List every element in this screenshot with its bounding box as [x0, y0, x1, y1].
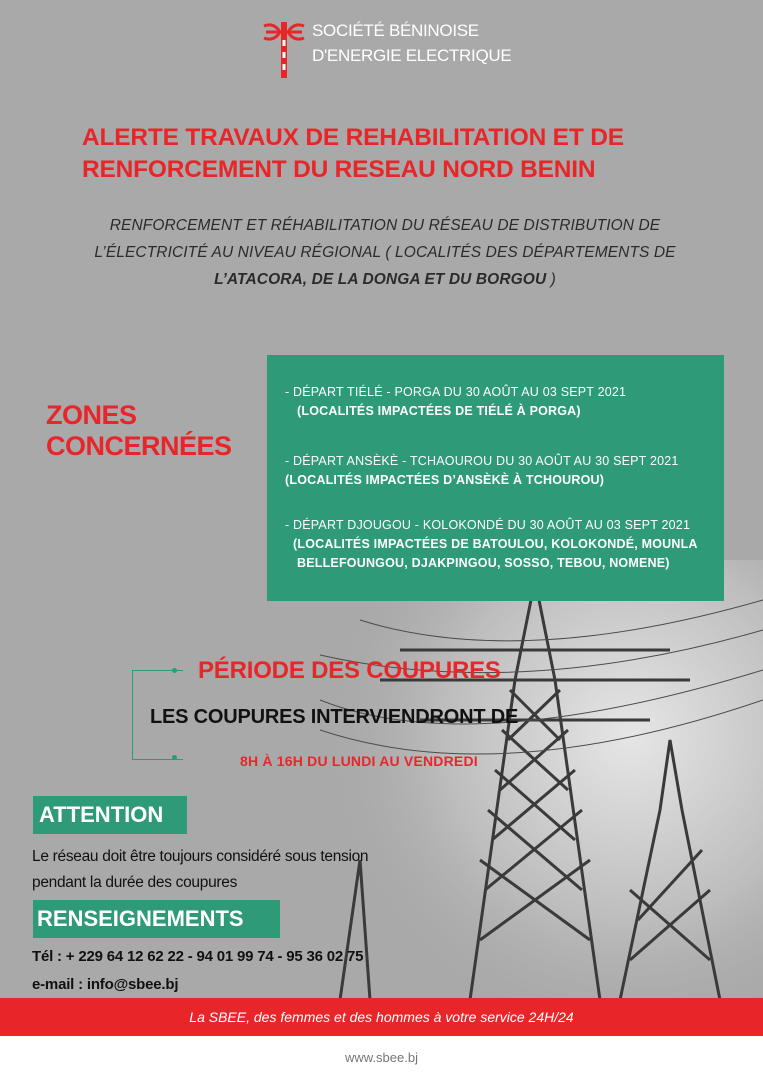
contact-info — [32, 943, 363, 999]
attention-line1: Le réseau doit être toujours considéré sous tension — [32, 848, 369, 865]
subtitle-close: ) — [546, 271, 556, 288]
subtitle-line3 — [60, 266, 710, 293]
departure-main: - DÉPART TIÉLÉ - PORGA DU 30 AOÛT AU 03 SEPT 2021 — [285, 385, 627, 399]
periode-line: LES COUPURES INTERVIENDRONT DE — [150, 706, 519, 728]
periode-hours: 8H À 16H DU LUNDI AU VENDREDI — [240, 753, 478, 769]
zones-line2: CONCERNÉES — [46, 431, 232, 461]
departure-localities-cont: BELLEFOUNGOU, DJAKPINGOU, SOSSO, TEBOU, NOMENE) — [297, 556, 670, 570]
subtitle-line2: L’ÉLECTRICITÉ AU NIVEAU RÉGIONAL ( LOCALITÉS DES DÉPARTEMENTS DE — [94, 244, 676, 261]
phone-numbers: Tél : + 229 64 12 62 22 - 94 01 99 74 - 95 36 02 75 — [32, 948, 364, 965]
departure-item — [285, 452, 679, 490]
company-logo — [262, 18, 511, 80]
departure-localities: (LOCALITÉS IMPACTÉES DE TIÉLÉ À PORGA) — [297, 404, 581, 418]
subtitle-line1: RENFORCEMENT ET RÉHABILITATION DU RÉSEAU DE DISTRIBUTION DE — [109, 217, 661, 234]
sbee-logo-icon — [262, 18, 306, 80]
title-line1: ALERTE TRAVAUX DE REHABILITATION ET DE — [82, 124, 624, 151]
departures-box — [267, 355, 724, 601]
departure-main: - DÉPART ANSÈKÈ - TCHAOUROU DU 30 AOÛT AU 30 SEPT 2021 — [285, 454, 679, 468]
title-line2: RENFORCEMENT DU RESEAU NORD BENIN — [82, 156, 596, 183]
logo-name-line1: SOCIÉTÉ BÉNINOISE — [312, 21, 479, 40]
attention-text — [32, 844, 368, 896]
departure-localities: (LOCALITÉS IMPACTÉES DE BATOULOU, KOLOKONDÉ, MOUNLA — [293, 537, 698, 551]
email-address: e-mail : info@sbee.bj — [32, 976, 179, 993]
page-title — [82, 122, 722, 186]
footer-slogan-bar: La SBEE, des femmes et des hommes à votre service 24H/24 — [0, 998, 763, 1036]
subtitle-departments: L’ATACORA, DE LA DONGA ET DU BORGOU — [214, 271, 547, 288]
renseignements-badge: RENSEIGNEMENTS — [33, 900, 280, 938]
logo-name-line2: D'ENERGIE ELECTRIQUE — [312, 46, 512, 65]
periode-title: PÉRIODE DES COUPURES — [198, 657, 501, 684]
zones-heading — [46, 400, 232, 462]
departure-main: - DÉPART DJOUGOU - KOLOKONDÉ DU 30 AOÛT AU 03 SEPT 2021 — [285, 518, 691, 532]
attention-line2: pendant la durée des coupures — [32, 874, 238, 891]
power-pylon-background — [320, 560, 763, 1000]
attention-badge: ATTENTION — [33, 796, 187, 834]
zones-line1: ZONES — [46, 400, 137, 430]
departure-item — [285, 383, 626, 421]
frame-dot — [172, 755, 177, 760]
website-link[interactable]: www.sbee.bj — [345, 1050, 418, 1065]
departure-localities: (LOCALITÉS IMPACTÉES D’ANSÈKÈ À TCHOUROU) — [285, 473, 605, 487]
subtitle — [60, 212, 710, 293]
departure-item — [285, 516, 698, 573]
frame-dot — [172, 668, 177, 673]
